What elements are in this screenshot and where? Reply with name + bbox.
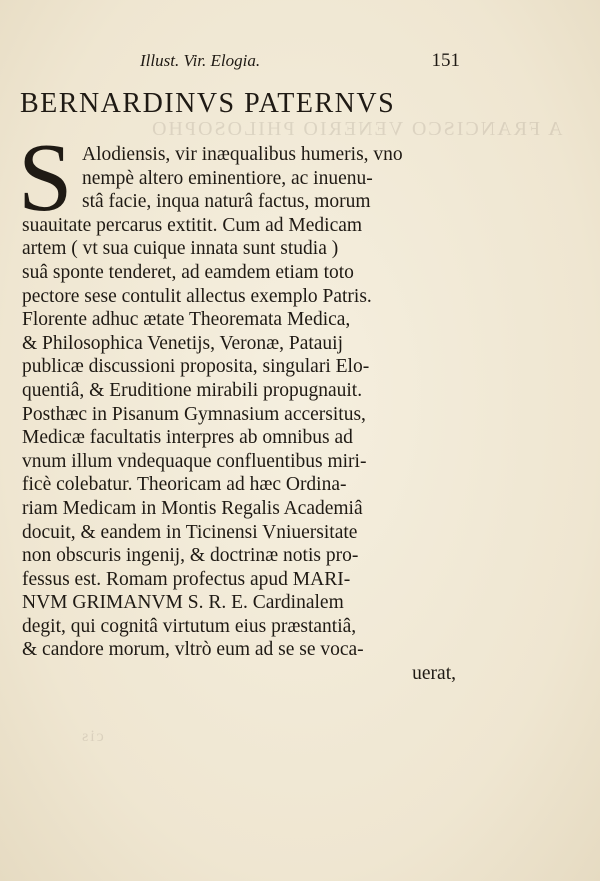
entry-title: BERNARDINVS PATERNVS: [20, 88, 396, 119]
text-line: Medicæ facultatis interpres ab omnibus ad: [22, 427, 353, 449]
text-line: & Philosophica Venetijs, Veronæ, Patauij: [22, 332, 344, 354]
text-line: vnum illum vndequaque confluentibus miri-: [22, 450, 367, 472]
text-line: stâ facie, inqua naturâ factus, morum: [82, 191, 371, 213]
text-line: nempè altero eminentiore, ac inuenu-: [82, 167, 373, 189]
text-line: degit, qui cognitâ virtutum eius præstantiâ,: [22, 615, 357, 637]
bleed-through-text: A FRANCISCO VENERIO PHILOSOPHO: [150, 118, 563, 140]
text-line: riam Medicam in Montis Regalis Academiâ: [22, 497, 363, 519]
text-line: quentiâ, & Eruditione mirabili propugnauit.: [22, 379, 363, 401]
text-line: suauitate percarus extitit. Cum ad Medicam: [22, 214, 363, 236]
text-line: docuit, & eandem in Ticinensi Vniuersitate: [22, 521, 358, 543]
drop-cap: S: [18, 124, 73, 232]
text-line: publicæ discussioni proposita, singulari Elo-: [22, 356, 370, 378]
text-line: fessus est. Romam profectus apud MARI-: [22, 568, 351, 590]
text-line: suâ sponte tenderet, ad eamdem etiam toto: [22, 261, 354, 283]
text-line: Posthæc in Pisanum Gymnasium accersitus,: [22, 403, 366, 425]
text-line: artem ( vt sua cuique innata sunt studia ): [22, 238, 339, 260]
text-line: ficè colebatur. Theoricam ad hæc Ordina-: [22, 474, 347, 496]
running-head: Illust. Vir. Elogia.: [140, 51, 261, 70]
text-line: Florente adhuc ætate Theoremata Medica,: [22, 309, 351, 331]
page-number: 151: [431, 50, 460, 71]
text-line: Alodiensis, vir inæqualibus humeris, vno: [82, 144, 403, 165]
text-line: & candore morum, vltrò eum ad se se voca-: [22, 639, 364, 661]
catchword: uerat,: [412, 663, 456, 685]
body-text: [22, 143, 462, 686]
page-header: [140, 50, 460, 72]
text-line: NVM GRIMANVM S. R. E. Cardinalem: [22, 592, 344, 614]
text-line: pectore sese contulit allectus exemplo Patris.: [22, 285, 372, 307]
bleed-through-text: cis: [80, 728, 104, 745]
text-line: non obscuris ingenij, & doctrinæ notis pro-: [22, 545, 359, 567]
